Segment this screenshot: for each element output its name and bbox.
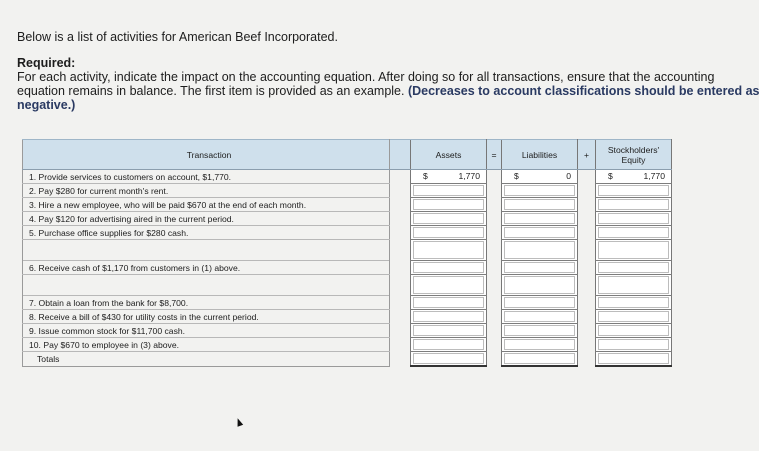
table-row	[23, 261, 672, 275]
liabilities-input[interactable]	[502, 184, 578, 198]
transaction-label: 8. Receive a bill of $430 for utility costs in the current period.	[23, 310, 390, 324]
assets-input[interactable]	[411, 184, 487, 198]
equity-cell[interactable]: $ 1,770	[596, 170, 672, 184]
equity-input[interactable]	[596, 212, 672, 226]
equity-input[interactable]	[596, 226, 672, 240]
liabilities-cell[interactable]: $ 0	[502, 170, 578, 184]
header-equity: Stockholders' Equity	[596, 140, 672, 170]
liabilities-input[interactable]	[502, 310, 578, 324]
required-instructions	[17, 70, 759, 112]
assets-input[interactable]	[411, 212, 487, 226]
liabilities-input[interactable]	[502, 212, 578, 226]
transaction-label: 5. Purchase office supplies for $280 cash.	[23, 226, 390, 240]
header-plus: +	[578, 140, 596, 170]
table-row	[23, 212, 672, 226]
liabilities-total-input[interactable]	[502, 352, 578, 367]
transaction-label: 7. Obtain a loan from the bank for $8,700.	[23, 296, 390, 310]
liabilities-input[interactable]	[502, 324, 578, 338]
assets-input[interactable]	[411, 296, 487, 310]
transaction-label: 10. Pay $670 to employee in (3) above.	[23, 338, 390, 352]
equity-input[interactable]	[596, 184, 672, 198]
instructions-line-1: For each activity, indicate the impact on the accounting equation. After doing so for all transactions, ensure that the accounting	[17, 70, 715, 84]
liabilities-input[interactable]	[502, 338, 578, 352]
table-row	[23, 338, 672, 352]
table-row-spacer	[23, 275, 672, 296]
equity-input[interactable]	[596, 324, 672, 338]
transaction-label: 3. Hire a new employee, who will be paid $670 at the end of each month.	[23, 198, 390, 212]
assets-input[interactable]	[411, 310, 487, 324]
transaction-label: 9. Issue common stock for $11,700 cash.	[23, 324, 390, 338]
table-row	[23, 226, 672, 240]
table-row	[23, 324, 672, 338]
table-row-spacer	[23, 240, 672, 261]
totals-label: Totals	[23, 352, 390, 367]
intro-text: Below is a list of activities for American Beef Incorporated.	[17, 30, 338, 44]
equity-input[interactable]	[596, 310, 672, 324]
header-assets: Assets	[411, 140, 487, 170]
transaction-label: 4. Pay $120 for advertising aired in the current period.	[23, 212, 390, 226]
table-row	[23, 170, 672, 184]
equity-total-input[interactable]	[596, 352, 672, 367]
accounting-equation-table	[22, 139, 672, 367]
instructions-bold-note: (Decreases to account classifications should be entered as	[407, 84, 759, 98]
assets-input[interactable]	[411, 198, 487, 212]
instructions-line-3: negative.)	[17, 98, 76, 112]
liabilities-input[interactable]	[502, 198, 578, 212]
transaction-label: 6. Receive cash of $1,170 from customers in (1) above.	[23, 261, 390, 275]
table-row	[23, 310, 672, 324]
assets-input[interactable]	[411, 226, 487, 240]
equity-input[interactable]	[596, 198, 672, 212]
equity-input[interactable]	[596, 296, 672, 310]
liabilities-input[interactable]	[502, 296, 578, 310]
instructions-line-2: equation remains in balance. The first item is provided as an example. (Decreases to account classifications should be entered as	[17, 84, 759, 98]
equity-input[interactable]	[596, 338, 672, 352]
table-row	[23, 296, 672, 310]
assets-input[interactable]	[411, 261, 487, 275]
assets-input[interactable]	[411, 338, 487, 352]
header-equals: =	[487, 140, 502, 170]
header-liabilities: Liabilities	[502, 140, 578, 170]
transaction-label: 1. Provide services to customers on account, $1,770.	[23, 170, 390, 184]
mouse-cursor-icon	[235, 417, 243, 427]
assets-total-input[interactable]	[411, 352, 487, 367]
assets-cell[interactable]: $ 1,770	[411, 170, 487, 184]
transaction-label: 2. Pay $280 for current month's rent.	[23, 184, 390, 198]
required-title: Required:	[17, 56, 76, 70]
assets-input[interactable]	[411, 324, 487, 338]
table-row	[23, 198, 672, 212]
equity-input[interactable]	[596, 261, 672, 275]
table-row	[23, 184, 672, 198]
liabilities-input[interactable]	[502, 261, 578, 275]
header-transaction: Transaction	[23, 140, 390, 170]
totals-row	[23, 352, 672, 367]
liabilities-input[interactable]	[502, 226, 578, 240]
